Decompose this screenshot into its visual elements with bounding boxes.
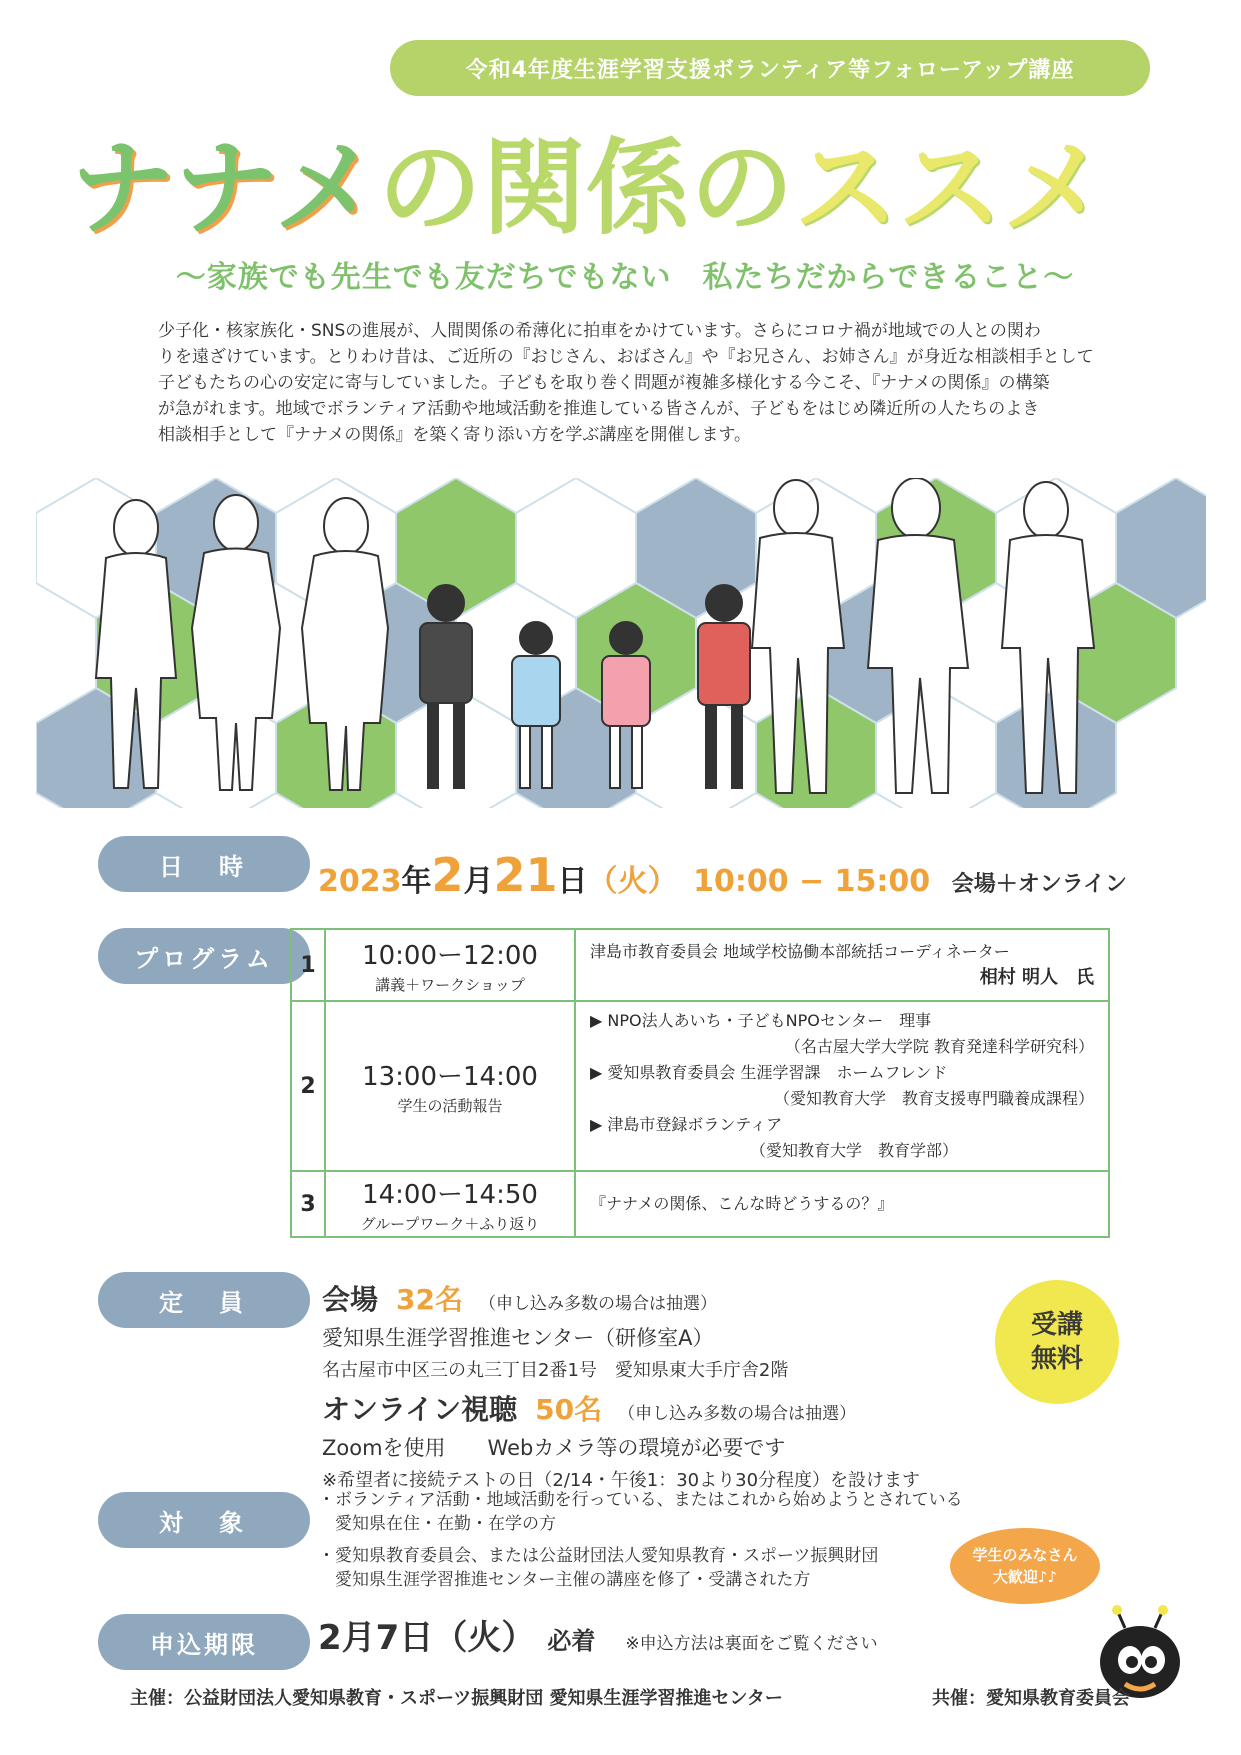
co-organizer: 共催：愛知県教育委員会 (932, 1688, 1130, 1709)
program-line: （愛知教育大学 教育学部） (750, 1141, 959, 1160)
program-number: 3 (291, 1171, 325, 1237)
deadline-note: ※申込方法は裏面をご覧ください (625, 1634, 878, 1654)
table-row (291, 1171, 1109, 1237)
program-description (575, 1171, 1109, 1237)
target-line: 愛知県在住・在勤・在学の方 (318, 1514, 556, 1534)
venue-lottery-note: （申し込み多数の場合は抽選） (478, 1294, 717, 1314)
program-number: 2 (291, 1001, 325, 1171)
program-time-cell (325, 1171, 575, 1237)
people-illustration (36, 478, 1206, 808)
intro-line: 相談相手として『ナナメの関係』を築く寄り添い方を学ぶ講座を開催します。 (158, 425, 751, 445)
program-description (575, 1001, 1109, 1171)
application-deadline (318, 1610, 878, 1659)
program-line: ▶ 愛知県教育委員会 生涯学習課 ホームフレンド (590, 1063, 948, 1082)
date-day-unit: 日 (557, 864, 588, 899)
label-capacity: 定 員 (98, 1272, 310, 1328)
organizer: 主催：公益財団法人愛知県教育・スポーツ振興財団 愛知県生涯学習推進センター (130, 1688, 783, 1709)
bubble-line: 学生のみなさん (972, 1546, 1078, 1564)
intro-line: 少子化・核家族化・SNSの進展が、人間関係の希薄化に拍車をかけています。さらにコロナ禍が地域での人との関わ (158, 321, 1041, 341)
target-audience (318, 1488, 1018, 1592)
program-line: （愛知教育大学 教育支援専門職養成課程） (773, 1089, 1094, 1108)
footer (130, 1684, 1130, 1710)
event-format: 会場＋オンライン (951, 872, 1128, 897)
date-weekday: （火） (587, 864, 678, 899)
free-badge-line: 無料 (1030, 1344, 1083, 1374)
date-year: 2023 (318, 864, 402, 899)
intro-line: りを遠ざけています。とりわけ昔は、ご近所の『おじさん、おばさん』や『お兄さん、お姉さん』が身近な相談相手として (158, 347, 1094, 367)
date-day: 21 (493, 848, 558, 902)
label-target: 対 象 (98, 1492, 310, 1548)
venue-address: 名古屋市中区三の丸三丁目2番1号 愛知県東大手庁舎2階 (322, 1360, 789, 1381)
program-subtitle: 学生の活動報告 (397, 1097, 503, 1115)
venue-name: 愛知県生涯学習推進センター（研修室A） (322, 1326, 714, 1350)
target-line: 愛知県生涯学習推進センター主催の講座を修了・受講された方 (318, 1570, 811, 1590)
subtitle: ～家族でも先生でも友だちでもない 私たちだからできること～ (175, 260, 1075, 295)
child-figure (698, 585, 750, 788)
intro-text (158, 318, 1098, 448)
table-row (291, 1001, 1109, 1171)
title-part-relation: の関係の (377, 127, 794, 249)
program-subtitle: グループワーク＋ふり返り (360, 1215, 540, 1233)
deadline-suffix: 必着 (547, 1627, 596, 1655)
title-part-susume: ススメ (793, 127, 1106, 249)
venue-label: 会場 (322, 1283, 379, 1316)
target-line: ・愛知県教育委員会、または公益財団法人愛知県教育・スポーツ振興財団 (318, 1546, 879, 1566)
program-time-cell (325, 929, 575, 1001)
intro-line: が急がれます。地域でボランティア活動や地域活動を推進している皆さんが、子どもをはじめ隣近所の人たちのよき (158, 399, 1040, 419)
program-table (290, 928, 1110, 1238)
online-label: オンライン視聴 (322, 1393, 518, 1426)
table-row (291, 929, 1109, 1001)
online-tool: Zoomを使用 Webカメラ等の環境が必要です (322, 1436, 786, 1460)
capacity-block (322, 1278, 1022, 1492)
program-line: 津島市教育委員会 地域学校協働本部統括コーディネーター (590, 942, 1010, 961)
title-part-nanamae: ナナメ (70, 127, 378, 249)
date-month-unit: 月 (463, 864, 494, 899)
program-time: 13:00ー14:00 (362, 1062, 538, 1092)
deadline-date: 2月7日（火） (318, 1618, 536, 1658)
free-badge (995, 1280, 1119, 1404)
online-lottery-note: （申し込み多数の場合は抽選） (618, 1404, 857, 1424)
program-line: ▶ NPO法人あいち・子どもNPOセンター 理事 (590, 1011, 932, 1030)
program-time-cell (325, 1001, 575, 1171)
venue-capacity: 32名 (396, 1283, 463, 1316)
program-number: 1 (291, 929, 325, 1001)
program-subtitle: 講義＋ワークショップ (375, 976, 525, 994)
welcome-bubble (950, 1528, 1100, 1604)
label-datetime: 日 時 (98, 836, 310, 892)
label-program: プログラム (98, 928, 310, 984)
event-time: 10:00 − 15:00 (693, 864, 931, 899)
series-banner: 令和4年度生涯学習支援ボランティア等フォローアップ講座 (390, 40, 1150, 96)
intro-line: 子どもたちの心の安定に寄与していました。子どもを取り巻く問題が複雑多様化する今こそ、『ナナメの関係』の構築 (158, 373, 1050, 393)
program-description (575, 929, 1109, 1001)
target-line: ・ボランティア活動・地域活動を行っている、またはこれから始めようとされている (318, 1490, 963, 1510)
program-line: 『ナナメの関係、こんな時どうするの？』 (590, 1194, 894, 1213)
bubble-line: 大歓迎♪♪ (992, 1568, 1058, 1586)
page-title (70, 118, 1180, 258)
event-date (318, 848, 1127, 902)
program-line: （名古屋大学大学院 教育発達科学研究科） (784, 1037, 1094, 1056)
program-time: 10:00ー12:00 (362, 941, 538, 971)
date-year-unit: 年 (401, 864, 432, 899)
speaker-name: 相村 明人 氏 (979, 967, 1094, 988)
free-badge-line: 受講 (1030, 1310, 1083, 1340)
online-capacity: 50名 (535, 1393, 603, 1426)
label-deadline: 申込期限 (98, 1614, 310, 1670)
date-month: 2 (431, 848, 464, 902)
program-time: 14:00ー14:50 (362, 1180, 538, 1210)
online-test-note: ※希望者に接続テストの日（2/14・午後1：30より30分程度）を設けます (322, 1470, 921, 1491)
program-line: ▶ 津島市登録ボランティア (590, 1115, 783, 1134)
